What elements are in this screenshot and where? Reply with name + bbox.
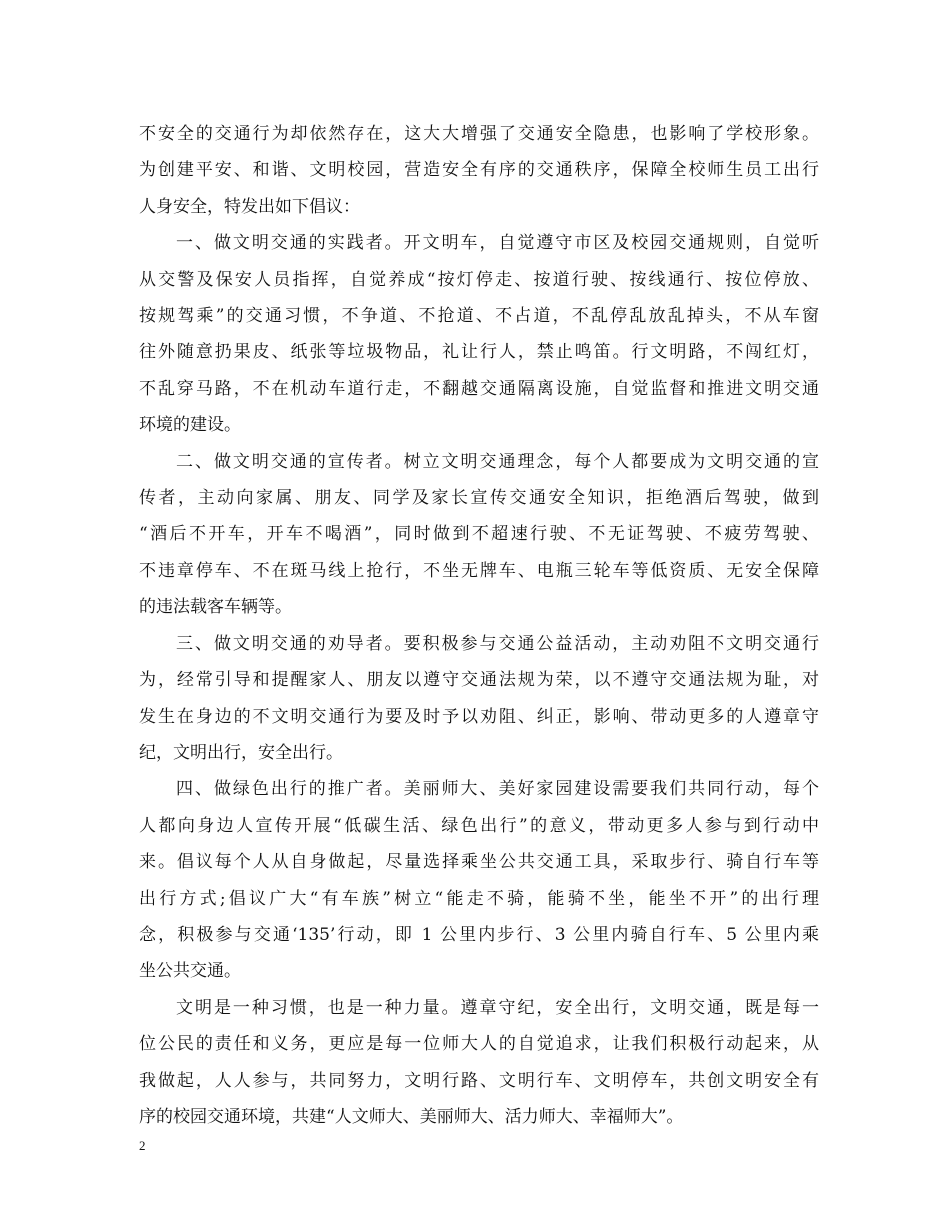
paragraph (139, 771, 819, 989)
paragraph (139, 225, 819, 443)
text-line: 发生在身边的不文明交通行为要及时予以劝阻、纠正，影响、带动更多的人遵章守 (139, 706, 819, 727)
paragraph (139, 990, 819, 1136)
text-line: 二、做文明交通的宣传者。树立文明交通理念，每个人都要成为文明交通的宣 (176, 451, 819, 472)
text-line: 不安全的交通行为却依然存在，这大大增强了交通安全隐患，也影响了学校形象。 (139, 124, 819, 144)
text-line: 人都向身边人宣传开展“低碳生活、绿色出行”的意义，带动更多人参与到行动中 (139, 815, 819, 836)
text-line: 文明是一种习惯，也是一种力量。遵章守纪，安全出行，文明交通，既是每一 (176, 997, 819, 1018)
text-line: 纪，文明出行，安全出行。 (139, 742, 343, 763)
paragraph (139, 116, 819, 225)
paragraph (139, 444, 819, 626)
text-line: 念，积极参与交通‘135’行动，即 1 公里内步行、3 公里内骑自行车、5 公里内乘 (139, 924, 819, 945)
page-number: 2 (139, 1138, 146, 1153)
text-line: 不违章停车、不在斑马线上抢行，不坐无牌车、电瓶三轮车等低资质、无安全保障 (139, 560, 819, 581)
text-line: 位公民的责任和义务，更应是每一位师大人的自觉追求，让我们积极行动起来，从 (139, 1034, 819, 1055)
text-line: 一、做文明交通的实践者。开文明车，自觉遵守市区及校园交通规则，自觉听 (176, 233, 819, 254)
text-line: 的违法载客车辆等。 (139, 597, 292, 618)
text-line: 序的校园交通环境，共建“人文师大、美丽师大、活力师大、幸福师大”。 (139, 1106, 684, 1127)
text-line: 为创建平安、和谐、文明校园，营造安全有序的交通秩序，保障全校师生员工出行 (139, 160, 819, 181)
text-line: 往外随意扔果皮、纸张等垃圾物品，礼让行人，禁止鸣笛。行文明路，不闯红灯， (139, 342, 819, 363)
text-line: 坐公共交通。 (139, 961, 241, 982)
text-line: 按规驾乘”的交通习惯，不争道、不抢道、不占道，不乱停乱放乱掉头，不从车窗 (139, 306, 819, 327)
text-line: “酒后不开车，开车不喝酒”，同时做到不超速行驶、不无证驾驶、不疲劳驾驶、 (139, 524, 819, 545)
document-body (139, 116, 819, 1135)
text-line: 来。倡议每个人从自身做起，尽量选择乘坐公共交通工具，采取步行、骑自行车等 (139, 852, 819, 873)
text-line: 三、做文明交通的劝导者。要积极参与交通公益活动，主动劝阻不文明交通行 (176, 633, 819, 654)
text-line: 为，经常引导和提醒家人、朋友以遵守交通法规为荣，以不遵守交通法规为耻，对 (139, 670, 819, 691)
text-line: 四、做绿色出行的推广者。美丽师大、美好家园建设需要我们共同行动，每个 (176, 779, 819, 800)
text-line: 传者，主动向家属、朋友、同学及家长宣传交通安全知识，拒绝酒后驾驶，做到 (139, 488, 819, 509)
text-line: 不乱穿马路，不在机动车道行走，不翻越交通隔离设施，自觉监督和推进文明交通 (139, 378, 819, 399)
text-line: 人身安全，特发出如下倡议： (139, 196, 360, 217)
text-line: 从交警及保安人员指挥，自觉养成“按灯停走、按道行驶、按线通行、按位停放、 (139, 269, 819, 290)
text-line: 出行方式;倡议广大“有车族”树立“能走不骑，能骑不坐，能坐不开”的出行理 (139, 888, 819, 909)
text-line: 环境的建设。 (139, 415, 241, 436)
paragraph (139, 626, 819, 772)
text-line: 我做起，人人参与，共同努力，文明行路、文明行车、文明停车，共创文明安全有 (139, 1070, 819, 1091)
